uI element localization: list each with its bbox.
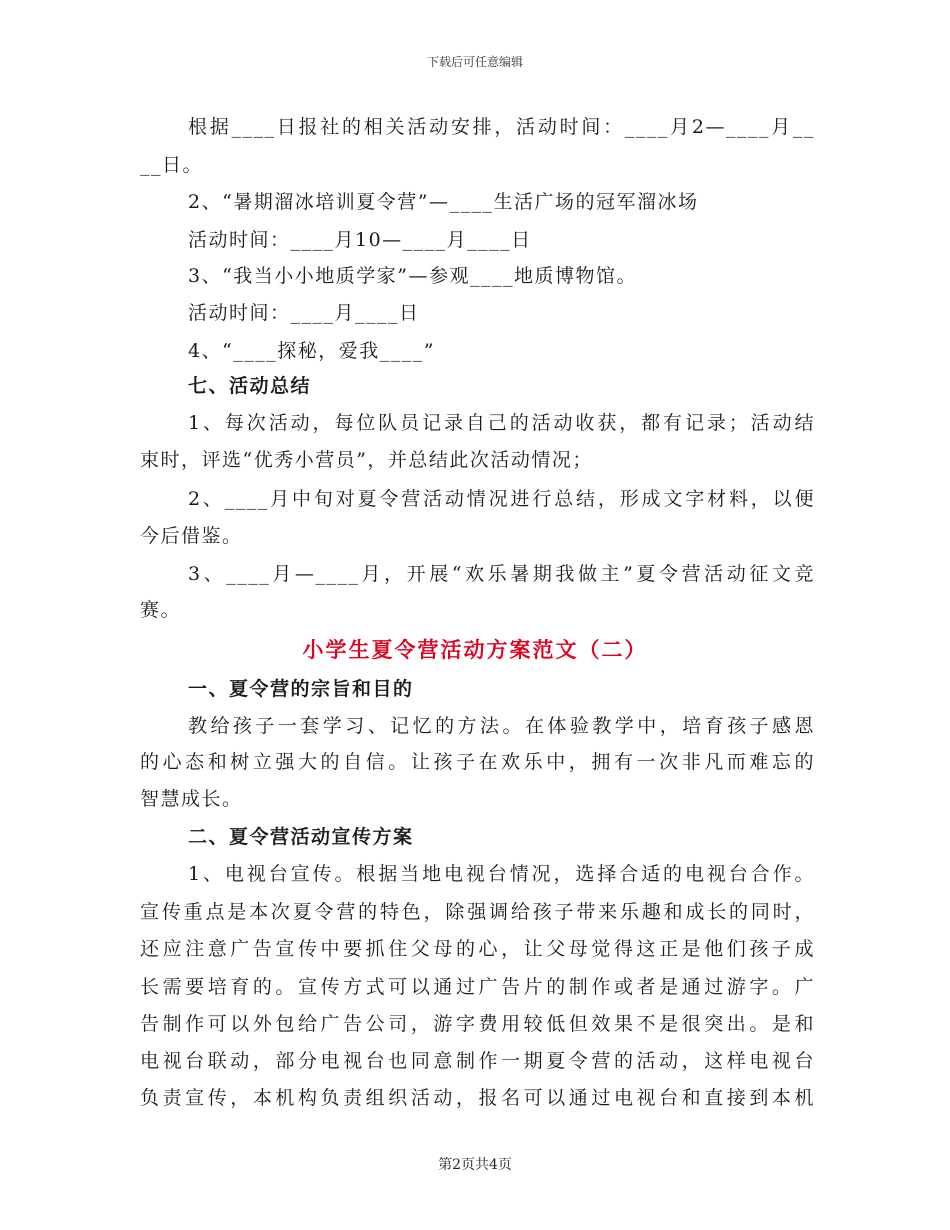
section-heading: 七、活动总结 [188,375,312,397]
paragraph-line: 还应注意广告宣传中要抓住父母的心，让父母觉得这正是他们孩子成 [140,938,815,960]
paragraph-line: 根据____日报社的相关活动安排，活动时间：____月2—____月__ [188,116,815,138]
paragraph-line: 智慧成长。 [140,788,243,810]
paragraph-line: 宣传重点是本次夏令营的特色，除强调给孩子带来乐趣和成长的同时， [140,901,815,923]
paragraph-line: 的心态和树立强大的自信。让孩子在欢乐中，拥有一次非凡而难忘的 [140,751,815,773]
paragraph-line: 3、“我当小小地质学家”—参观____地质博物馆。 [188,265,638,287]
paragraph-line: 2、“暑期溜冰培训夏令营”—____生活广场的冠军溜冰场 [188,191,699,213]
page-footer: 第2页共4页 [438,1157,512,1173]
paragraph-line: 4、“____探秘，爱我____” [188,340,436,362]
paragraph-line: 告制作可以外包给广告公司，游字费用较低但效果不是很突出。是和 [140,1013,815,1035]
paragraph-line: 活动时间：____月____日 [188,302,420,324]
paragraph-line: 活动时间：____月10—____月____日 [188,229,532,251]
paragraph-line: __日。 [140,154,204,176]
paragraph-line: 长需要培育的。宣传方式可以通过广告片的制作或者是通过游字。广 [140,976,815,998]
paragraph-line: 1、电视台宣传。根据当地电视台情况，选择合适的电视台合作。 [188,863,815,885]
paragraph-line: 今后借鉴。 [140,525,243,547]
section-heading: 二、夏令营活动宣传方案 [188,826,414,848]
paragraph-line: 2、____月中旬对夏令营活动情况进行总结，形成文字材料，以便 [188,488,815,510]
paragraph-line: 束时，评选“优秀小营员”，并总结此次活动情况； [140,449,593,471]
paragraph-line: 教给孩子一套学习、记忆的方法。在体验教学中，培育孩子感恩 [188,715,815,737]
section-title: 小学生夏令营活动方案范文（二） [302,637,648,662]
page-header: 下载后可任意编辑 [426,55,523,69]
paragraph-line: 负责宣传，本机构负责组织活动，报名可以通过电视台和直接到本机 [140,1087,815,1109]
paragraph-line: 3、____月—____月，开展“欢乐暑期我做主”夏令营活动征文竞 [188,563,815,585]
paragraph-line: 电视台联动，部分电视台也同意制作一期夏令营的活动，这样电视台 [140,1050,815,1072]
section-heading: 一、夏令营的宗旨和目的 [188,678,414,700]
paragraph-line: 赛。 [140,599,182,621]
paragraph-line: 1、每次活动，每位队员记录自己的活动收获，都有记录；活动结 [188,412,815,434]
